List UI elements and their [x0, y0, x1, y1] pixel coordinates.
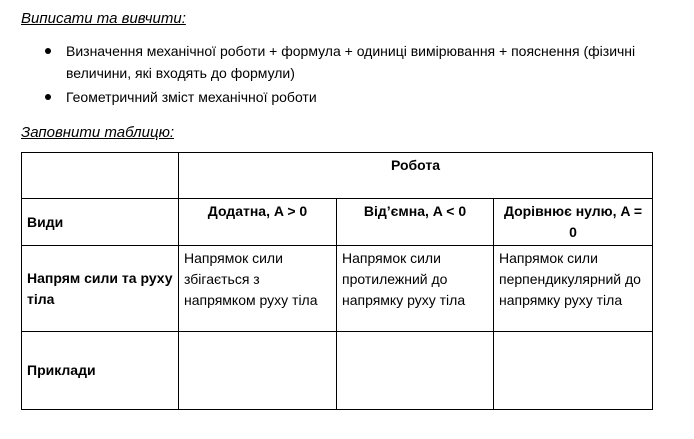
bullet-icon [45, 48, 51, 54]
list-item-text: Геометричний зміст механічної роботи [66, 89, 317, 105]
heading-write-and-study: Виписати та вивчити: [21, 10, 186, 27]
table-row [22, 332, 653, 410]
row-label-direction: Напрям сили та руху тіла [22, 246, 179, 332]
list-item [40, 40, 680, 84]
work-table [21, 152, 653, 410]
cell-negative-direction: Напрямок сили протилежний до напрямку руху тіла [337, 246, 494, 332]
list-item-text: Визначення механічної роботи + формула + одиниці вимірювання + пояснення (фізичні величини, які входять до формули) [66, 43, 636, 81]
cell-examples-zero [494, 332, 653, 410]
cell-examples-positive [179, 332, 337, 410]
cell-examples-negative [337, 332, 494, 410]
table-title-cell: Робота [179, 153, 653, 199]
table-row [22, 199, 653, 246]
row-label-types: Види [22, 199, 179, 246]
table-row [22, 153, 653, 199]
row-label-examples: Приклади [22, 332, 179, 410]
heading-fill-table: Заповнити таблицю: [21, 124, 175, 141]
task-list [40, 40, 680, 110]
cell-zero-direction: Напрямок сили перпендикулярний до напрямку руху тіла [494, 246, 653, 332]
column-header-positive: Додатна, A > 0 [179, 199, 337, 246]
cell-positive-direction: Напрямок сили збігається з напрямком руху тіла [179, 246, 337, 332]
column-header-negative: Від’ємна, A < 0 [337, 199, 494, 246]
list-item [40, 86, 680, 108]
table-row [22, 246, 653, 332]
table-cell-empty [22, 153, 179, 199]
column-header-zero: Дорівнює нулю, A = 0 [494, 199, 653, 246]
bullet-icon [45, 94, 51, 100]
